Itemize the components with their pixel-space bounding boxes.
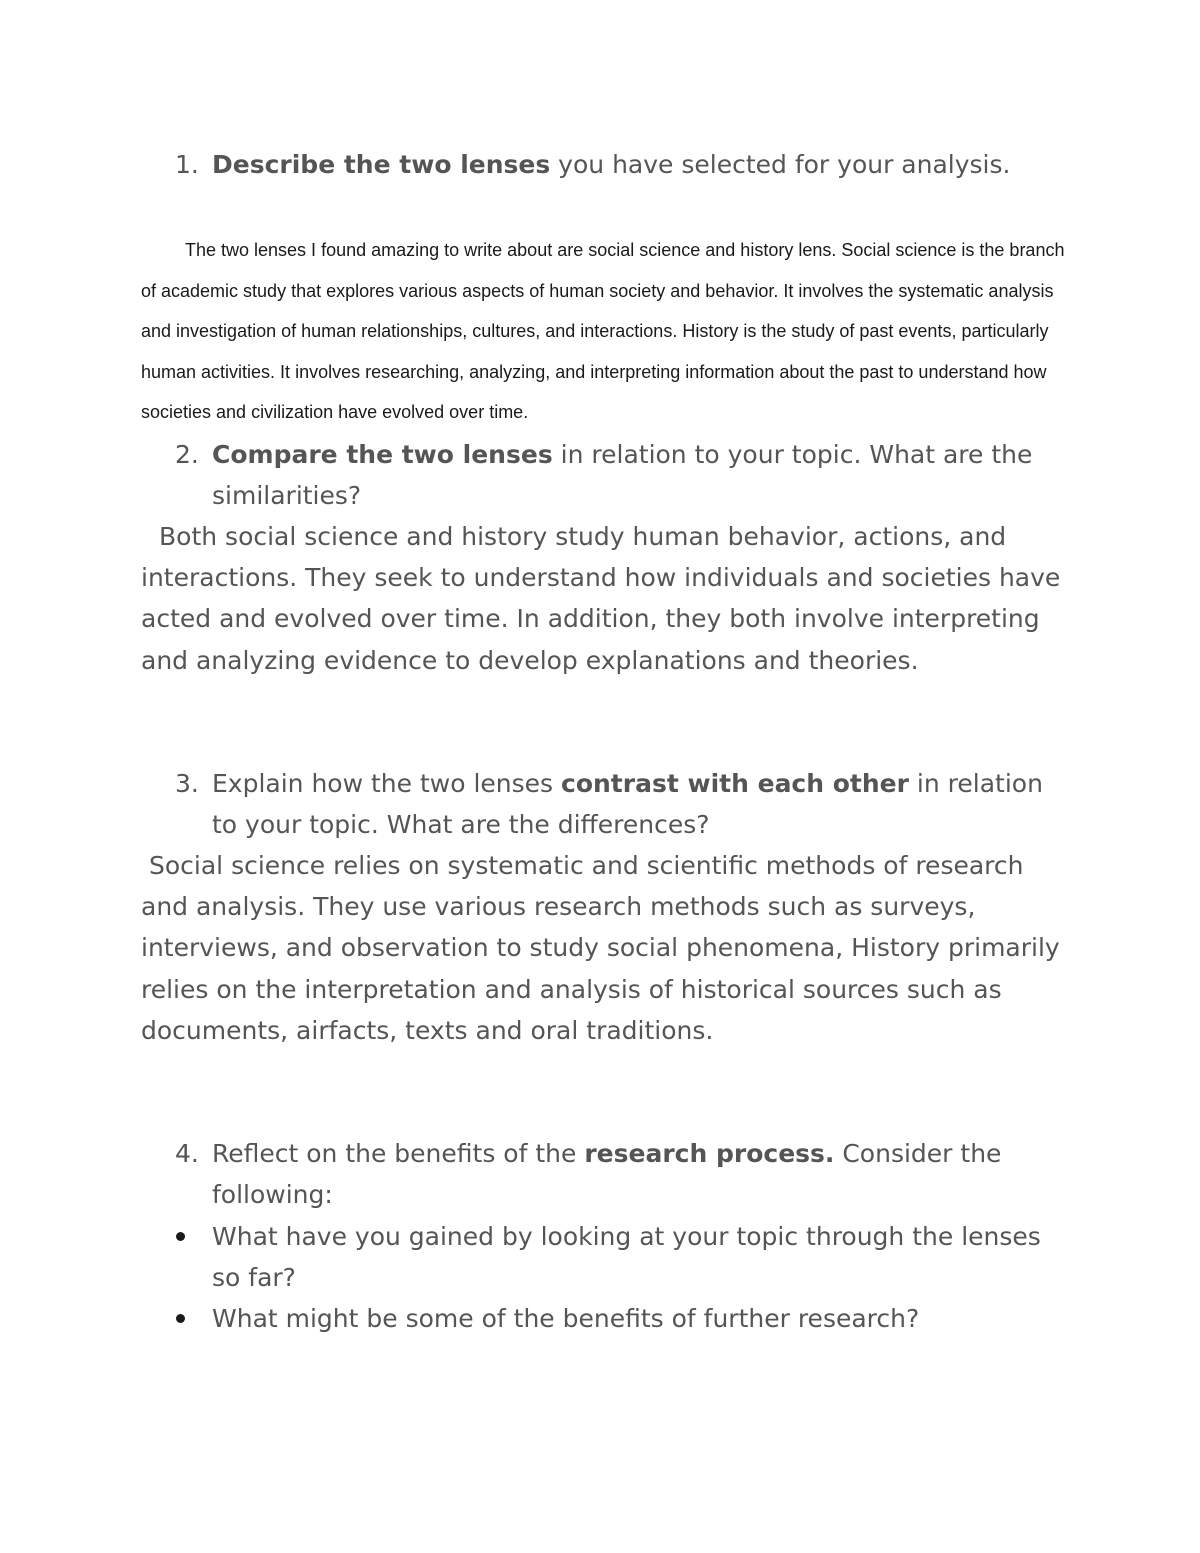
- question-text: [175, 763, 1075, 845]
- question-number: 3.: [175, 769, 199, 798]
- question-bold-text: Compare the two lenses: [212, 440, 553, 469]
- question-4: [175, 1133, 1075, 1215]
- question-number: 1.: [175, 150, 199, 179]
- answer-3: Social science relies on systematic and scientific methods of research and analysis. They use various research methods such as surveys, interviews, and observation to study social phenomena, History primarily relies on the interpretation and analysis of historical sources such as documents, airfacts, texts and oral traditions.: [141, 851, 1060, 1045]
- question-trailing-text: in relation to your topic. What are the similarities?: [212, 440, 1033, 510]
- question-number: 2.: [175, 440, 199, 469]
- bullet-item: [175, 1216, 1075, 1298]
- answer-1: The two lenses I found amazing to write about are social science and history lens. Social science is the branch of academic study that explores various aspects of human society and behavior. It involves the systematic analysis and investigation of human relationships, cultures, and interactions. History is the study of past events, particularly human activities. It involves researching, analyzing, and interpreting information about the past to understand how societies and civilization have evolved over time.: [141, 240, 1065, 423]
- question-trailing-text: you have selected for your analysis.: [550, 150, 1011, 179]
- question-trailing-text: in relation to your topic. What are the differences?: [212, 769, 1043, 839]
- question-text: [175, 434, 1075, 516]
- question-number: 4.: [175, 1139, 199, 1168]
- question-trailing-text: Consider the following:: [212, 1139, 1002, 1209]
- question-leading-text: Explain how the two lenses: [212, 769, 562, 798]
- bullet-text: What might be some of the benefits of further research?: [212, 1304, 920, 1333]
- bullet-list: [175, 1216, 1075, 1339]
- bullet-item: [175, 1298, 1075, 1339]
- question-bold-text: contrast with each other: [561, 769, 909, 798]
- question-1: [175, 144, 1075, 185]
- question-bold-text: research process.: [584, 1139, 835, 1168]
- question-text: [175, 144, 1075, 185]
- question-2: [175, 434, 1075, 516]
- answer-2: Both social science and history study human behavior, actions, and interactions. They seek to understand how individuals and societies have acted and evolved over time. In addition, they both involve interpreting and analyzing evidence to develop explanations and theories.: [141, 522, 1061, 675]
- question-3: [175, 763, 1075, 845]
- bullet-icon: [176, 1232, 185, 1241]
- question-text: [175, 1133, 1075, 1215]
- bullet-text: What have you gained by looking at your topic through the lenses so far?: [212, 1222, 1041, 1292]
- question-bold-text: Describe the two lenses: [212, 150, 551, 179]
- question-leading-text: Reflect on the benefits of the: [212, 1139, 585, 1168]
- bullet-icon: [176, 1314, 185, 1323]
